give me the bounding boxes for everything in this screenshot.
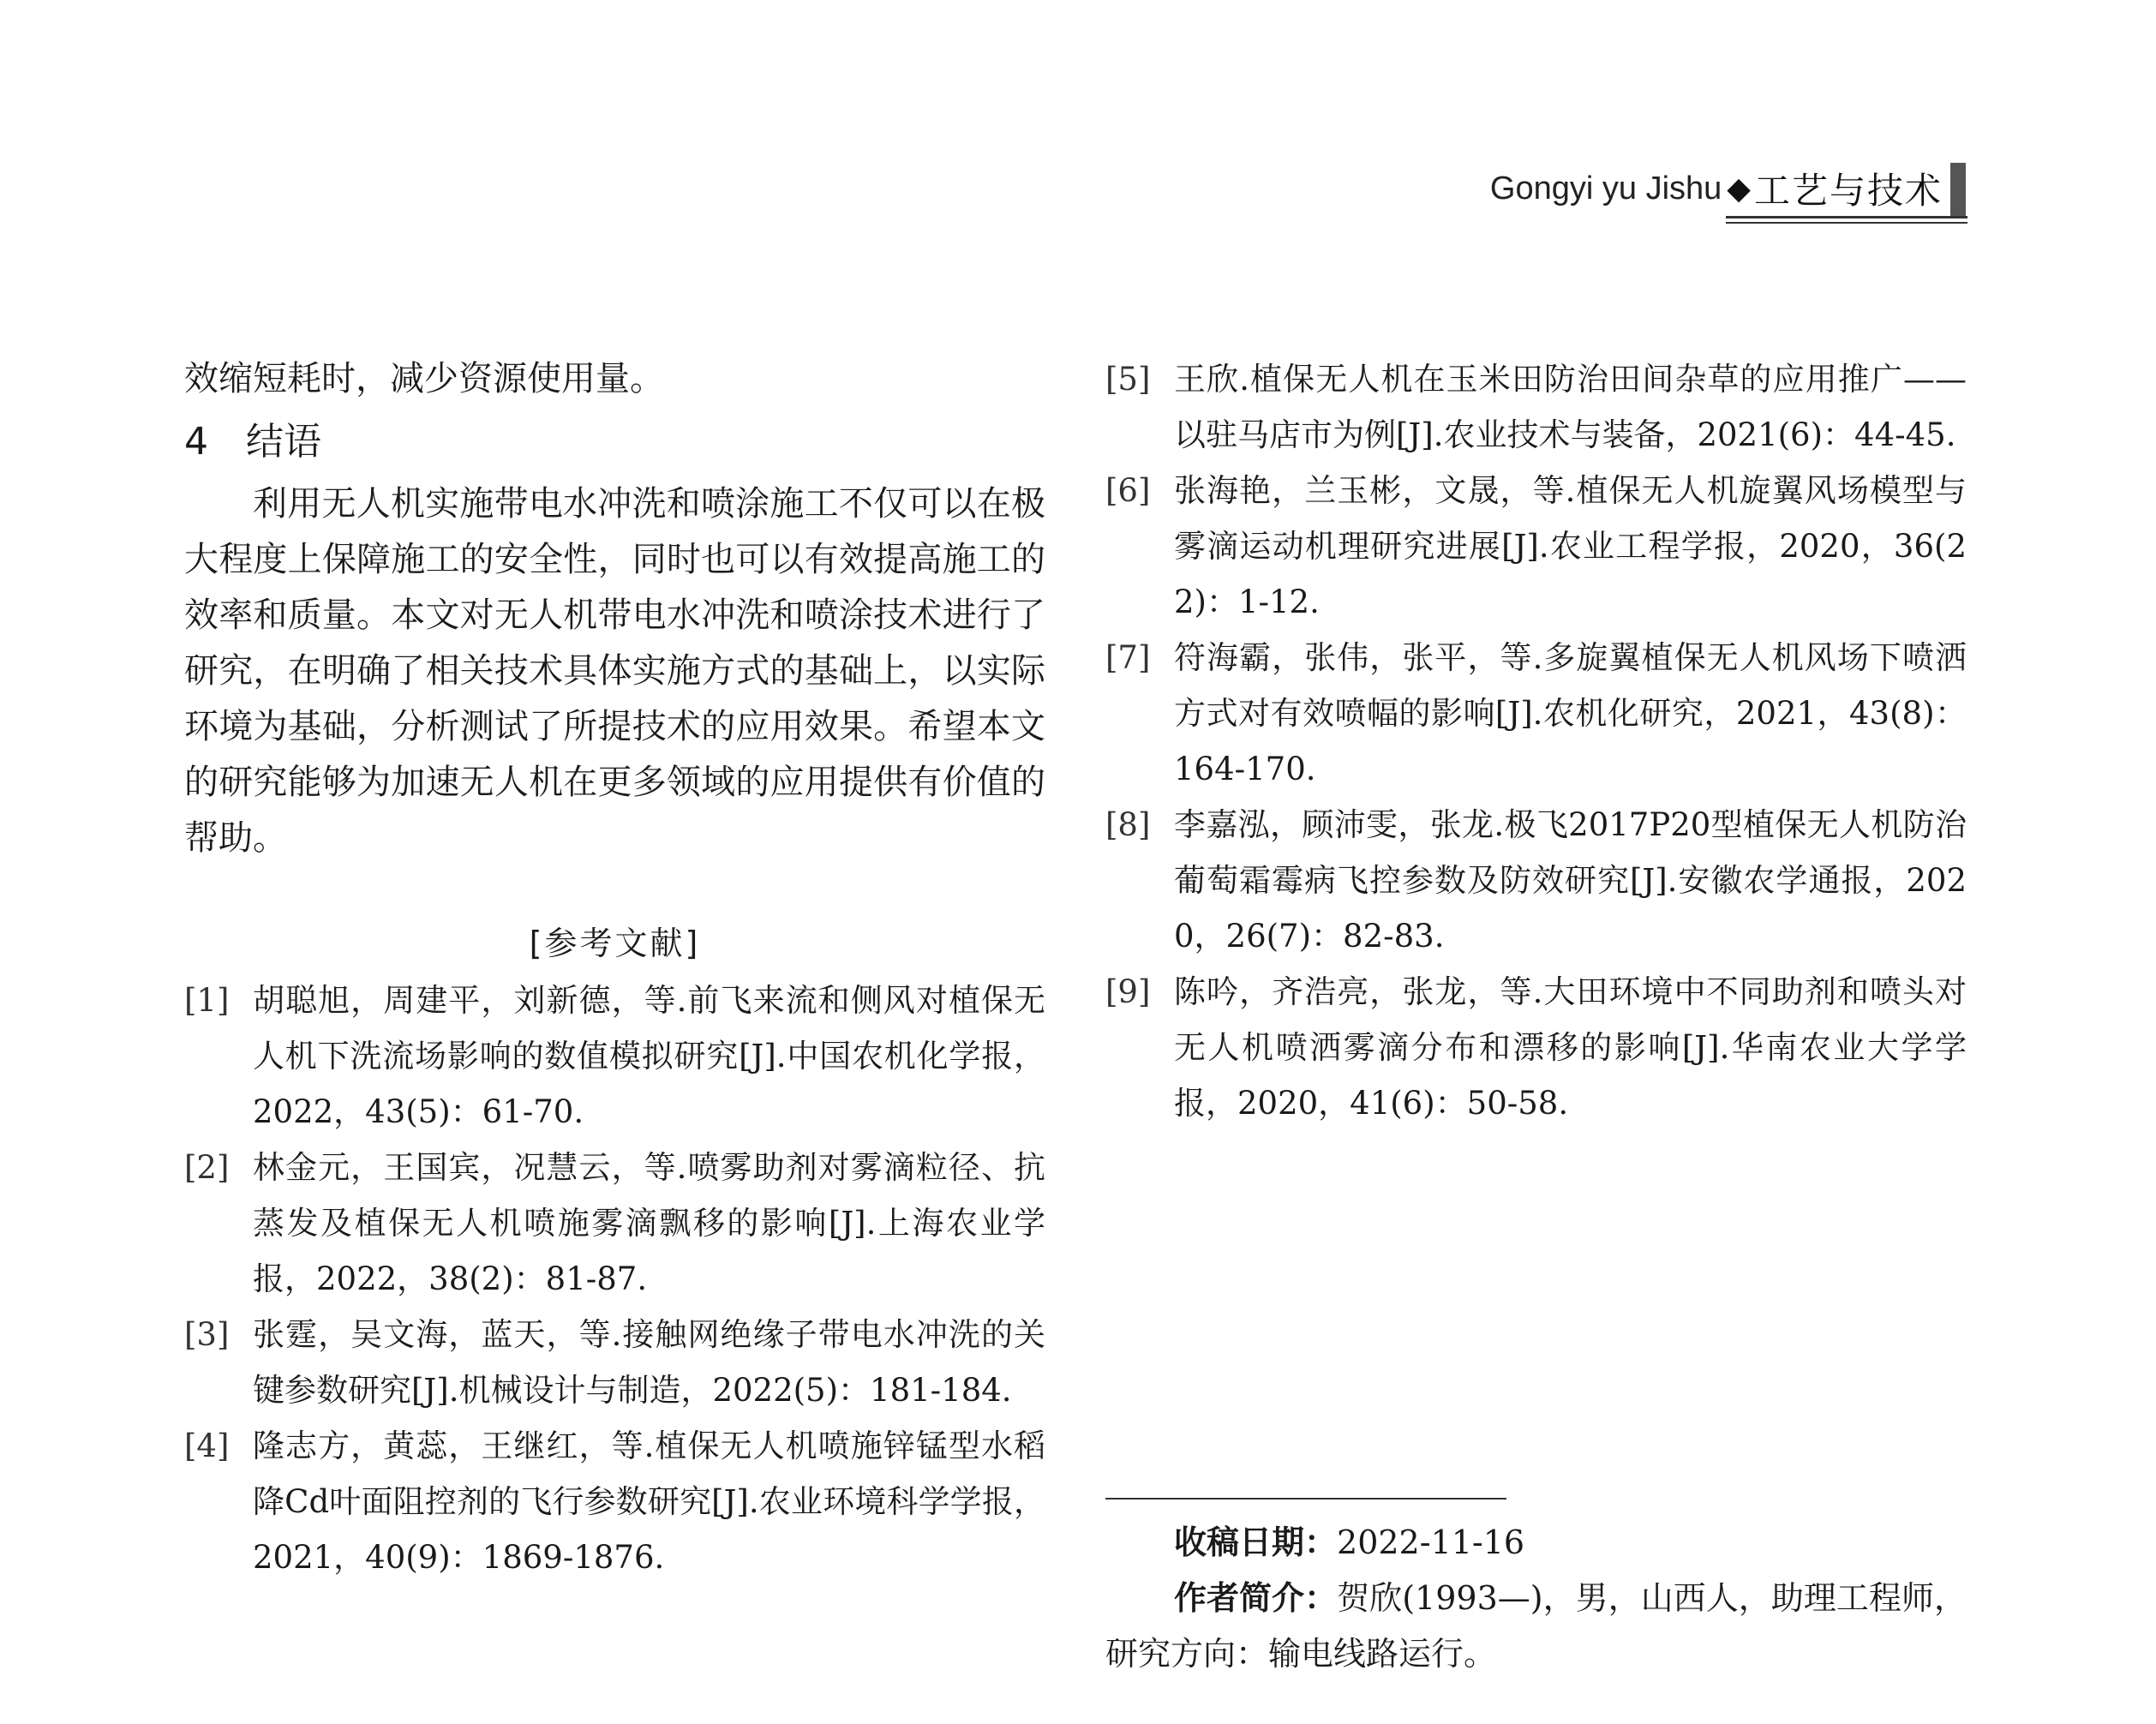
reference-item [184, 1418, 1045, 1585]
reference-item [184, 1307, 1045, 1418]
author-bio-value: 贺欣(1993—)，男，山西人，助理工程师，研究方向：输电线路运行。 [1105, 1579, 1967, 1673]
header-title: 工艺与技术 [1753, 170, 1943, 212]
section-heading [184, 414, 1045, 470]
reference-item [1105, 630, 1967, 797]
reference-item [1105, 463, 1967, 630]
reference-item [184, 973, 1045, 1140]
reference-number: [6] [1105, 472, 1151, 509]
reference-item [184, 1140, 1045, 1307]
author-bio-label: 作者简介： [1174, 1579, 1338, 1617]
reference-text: 陈吟，齐浩亮，张龙，等.大田环境中不同助剂和喷头对无人机喷洒雾滴分布和漂移的影响[J].华南农业大学学报，2020，41(6)：50-58. [1174, 973, 1967, 1122]
reference-number: [7] [1105, 639, 1151, 676]
reference-item [1105, 964, 1967, 1131]
diamond-icon: ◆ [1727, 171, 1751, 207]
reference-text: 张海艳，兰玉彬，文晟，等.植保无人机旋翼风场模型与雾滴运动机理研究进展[J].农业工程学报，2020，36(22)：1-12. [1174, 472, 1967, 620]
received-date-label: 收稿日期： [1174, 1523, 1338, 1561]
section-title: 结语 [246, 420, 321, 464]
reference-text: 符海霸，张伟，张平，等.多旋翼植保无人机风场下喷洒方式对有效喷幅的影响[J].农机化研究，2021，43(8)：164-170. [1174, 639, 1967, 787]
reference-text: 胡聪旭，周建平，刘新德，等.前飞来流和侧风对植保无人机下洗流场影响的数值模拟研究[J].中国农机化学报，2022，43(5)：61-70. [253, 982, 1045, 1130]
references-title: [参考文献] [529, 925, 701, 962]
header-bar-decoration [1950, 163, 1966, 218]
reference-number: [9] [1105, 973, 1151, 1010]
reference-text: 林金元，王国宾，况慧云，等.喷雾助剂对雾滴粒径、抗蒸发及植保无人机喷施雾滴飘移的影响[J].上海农业学报，2022，38(2)：81-87. [253, 1149, 1045, 1297]
reference-number: [2] [184, 1149, 230, 1186]
reference-number: [5] [1105, 361, 1151, 398]
header-rule [1726, 216, 1967, 218]
footnote [1105, 1515, 1967, 1682]
received-date [1105, 1515, 1967, 1571]
received-date-value: 2022-11-16 [1337, 1523, 1525, 1561]
left-column [184, 351, 1045, 1585]
footnote-rule [1105, 1498, 1506, 1500]
continued-paragraph: 效缩短耗时，减少资源使用量。 [184, 359, 664, 398]
reference-number: [4] [184, 1428, 230, 1464]
conclusion-paragraph: 利用无人机实施带电水冲洗和喷涂施工不仅可以在极大程度上保障施工的安全性，同时也可以有效提高施工的效率和质量。本文对无人机带电水冲洗和喷涂技术进行了研究，在明确了相关技术具体实施方式的基础上，以实际环境为基础，分析测试了所提技术的应用效果。希望本文的研究能够为加速无人机在更多领域的应用提供有价值的帮助。 [184, 484, 1045, 858]
reference-number: [8] [1105, 806, 1151, 843]
header-rule-secondary [1726, 222, 1967, 224]
reference-text: 张霆，吴文海，蓝天，等.接触网绝缘子带电水冲洗的关键参数研究[J].机械设计与制造，2022(5)：181-184. [253, 1316, 1045, 1409]
reference-text: 李嘉泓，顾沛雯，张龙.极飞2017P20型植保无人机防治葡萄霜霉病飞控参数及防效研究[J].安徽农学通报，2020，26(7)：82-83. [1174, 806, 1967, 955]
running-header [1490, 163, 1972, 214]
reference-item [1105, 797, 1967, 964]
reference-number: [1] [184, 982, 230, 1019]
reference-item [1105, 351, 1967, 463]
reference-number: [3] [184, 1316, 230, 1353]
right-column [1105, 351, 1967, 1131]
section-number: 4 [184, 420, 208, 464]
header-pinyin: Gongyi yu Jishu [1489, 170, 1722, 207]
reference-text: 王欣.植保无人机在玉米田防治田间杂草的应用推广——以驻马店市为例[J].农业技术与装备，2021(6)：44-45. [1174, 361, 1967, 453]
author-bio [1105, 1571, 1967, 1682]
reference-text: 隆志方，黄蕊，王继红，等.植保无人机喷施锌锰型水稻降Cd叶面阻控剂的飞行参数研究[J].农业环境科学学报，2021，40(9)：1869-1876. [253, 1428, 1045, 1576]
